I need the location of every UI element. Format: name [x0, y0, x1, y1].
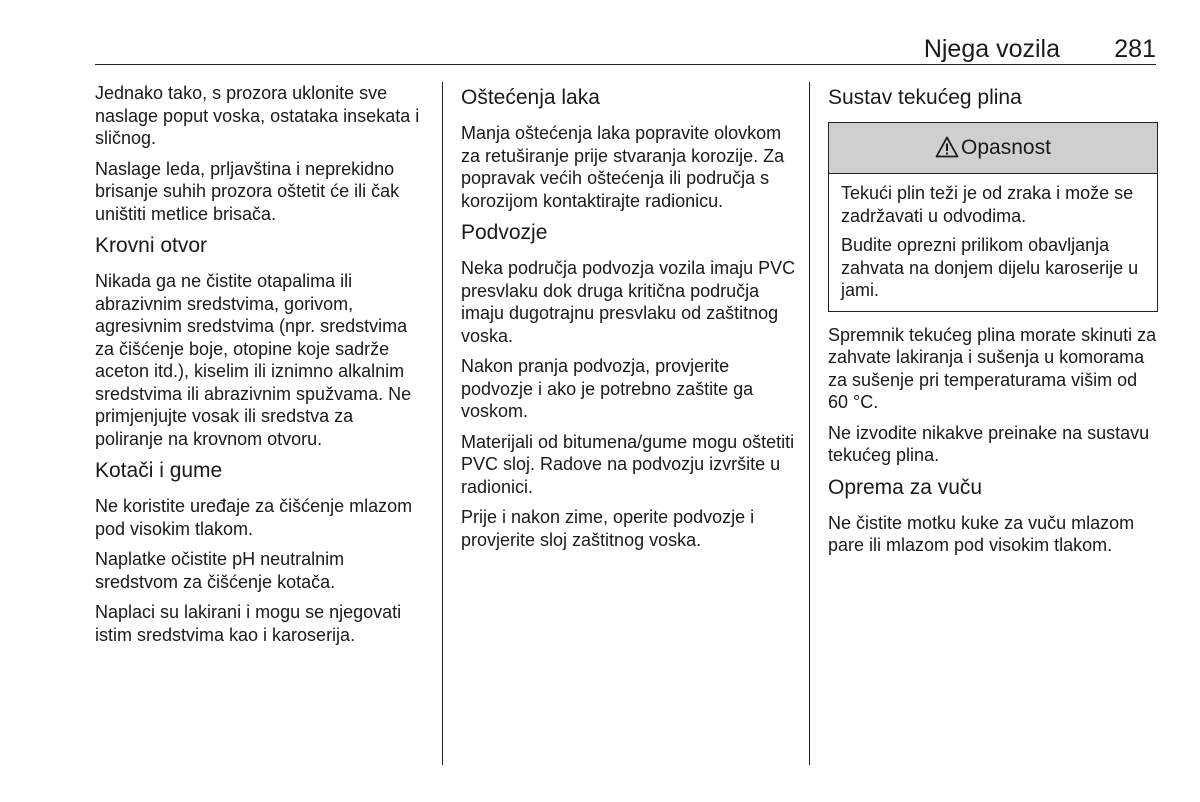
paragraph: Ne izvodite nikakve preinake na sustavu tekućeg plina. [828, 422, 1150, 465]
heading-ostecenja-laka: Oštećenja laka [461, 86, 600, 109]
paragraph: Nakon pranja podvozja, provjerite podvozje i ako je potrebno zaštite ga voskom. [461, 356, 754, 421]
danger-body [829, 174, 1157, 311]
page-header [95, 34, 1156, 65]
paragraph: Prije i nakon zime, operite podvozje i provjerite sloj zaštitnog voska. [461, 507, 755, 550]
paragraph: Naplatke očistite pH neutralnim sredstvom za čišćenje kotača. [95, 549, 345, 592]
warning-triangle-icon [935, 136, 959, 158]
paragraph: Ne čistite motku kuke za vuču mlazom pare ili mlazom pod visokim tlakom. [828, 512, 1135, 555]
danger-label: Opasnost [961, 136, 1051, 159]
paragraph: Materijali od bitumena/gume mogu oštetiti PVC sloj. Radove na podvozju izvršite u radionici. [461, 431, 795, 497]
heading-podvozje: Podvozje [461, 221, 548, 244]
heading-sustav-tekuceg-plina: Sustav tekućeg plina [828, 86, 1022, 109]
paragraph: Naslage leda, prljavština i neprekidno brisanje suhih prozora oštetit će ili čak uništiti metlice brisača. [95, 158, 400, 224]
heading-oprema-za-vucu: Oprema za vuču [828, 475, 983, 499]
paragraph: Spremnik tekućeg plina morate skinuti za zahvate lakiranja i sušenja u komorama za sušenje pri temperaturama višim od 60 °C. [828, 324, 1157, 412]
column-right [828, 82, 1158, 565]
danger-header [829, 123, 1157, 174]
paragraph: Jednako tako, s prozora uklonite sve naslage poput voska, ostataka insekata i sličnog. [95, 83, 420, 148]
paragraph: Ne koristite uređaje za čišćenje mlazom pod visokim tlakom. [95, 496, 413, 539]
paragraph: Neka područja podvozja vozila imaju PVC presvlaku dok druga kritična područja imaju dugotrajnu presvlaku od zaštitnog voska. [461, 258, 796, 346]
column-divider [442, 82, 443, 765]
paragraph: Tekući plin teži je od zraka i može se zadržavati u odvodima. [841, 183, 1134, 226]
paragraph: Manja oštećenja laka popravite olovkom za retuširanje prije stvaranja korozije. Za popravak većih oštećenja ili područja s korozijom kontaktirajte radionicu. [461, 123, 785, 211]
column-left [95, 82, 425, 654]
section-title: Njega vozila [923, 35, 1060, 63]
page-number: 281 [1114, 35, 1156, 63]
heading-krovni-otvor: Krovni otvor [95, 234, 208, 257]
paragraph: Budite oprezni prilikom obavljanja zahvata na donjem dijelu karoserije u jami. [841, 235, 1139, 300]
danger-box [828, 122, 1158, 312]
heading-kotaci-i-gume: Kotači i gume [95, 459, 223, 482]
paragraph: Nikada ga ne čistite otapalima ili abrazivnim sredstvima, gorivom, agresivnim sredstvima (npr. sredstvima za čišćenje boje, otopine koje sadrže aceton itd.), kiselim ili iznimno alkalnim sredstvima ili abrazivnim spužvama. Ne primjenjujte vosak ili sredstva za poliranje na krovnom otvoru. [95, 271, 412, 449]
column-middle [461, 82, 796, 559]
paragraph: Naplaci su lakirani i mogu se njegovati istim sredstvima kao i karoserija. [95, 602, 402, 645]
column-divider [809, 82, 810, 765]
